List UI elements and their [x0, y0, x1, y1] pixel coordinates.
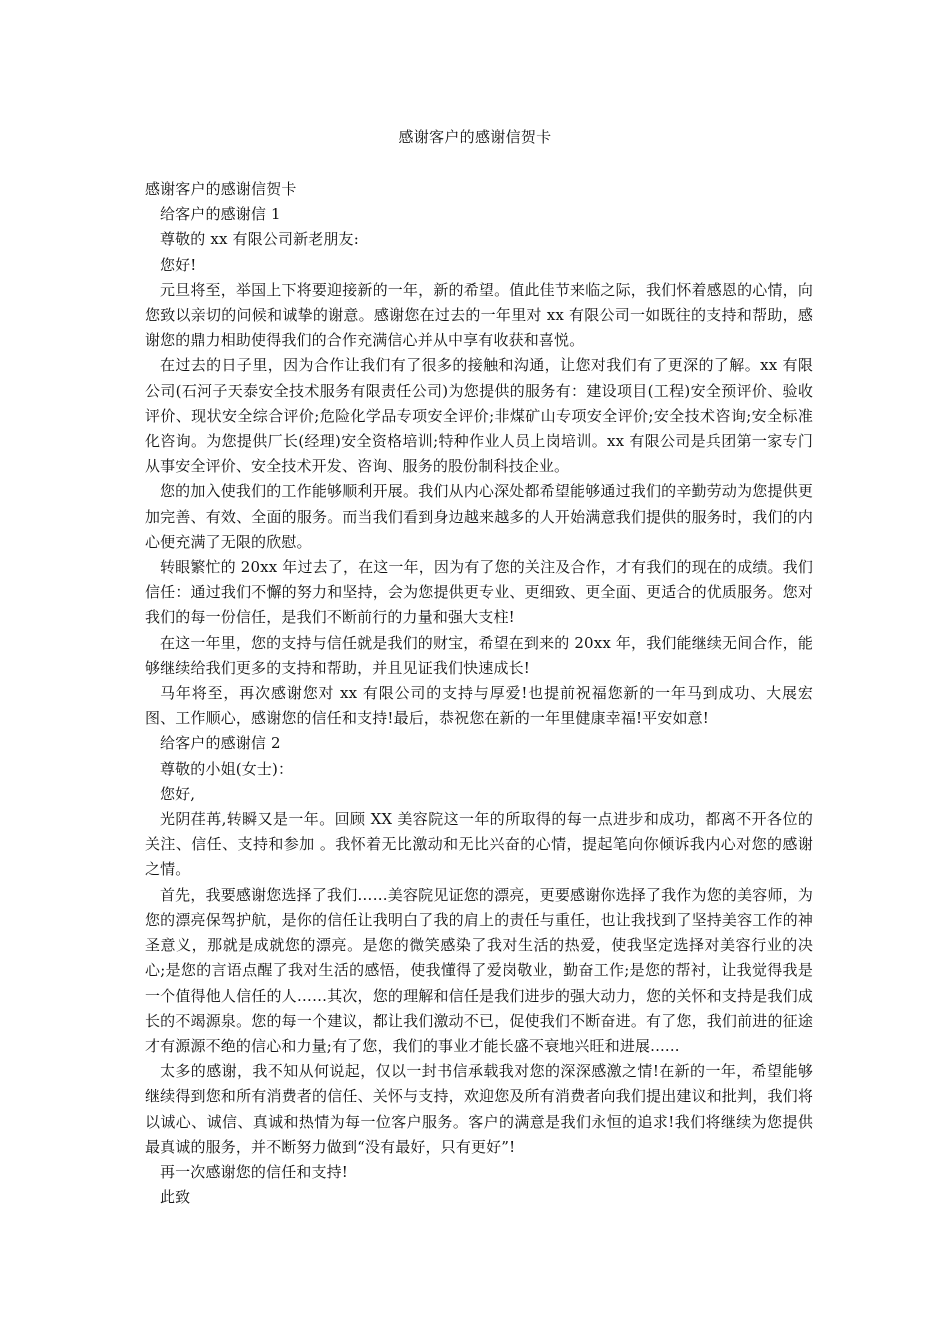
letter-2-greeting: 您好,: [160, 784, 196, 803]
letter-2-paragraph: 太多的感谢，我不知从何说起，仅以一封书信承载我对您的深深感激之情!在新的一年，希望能够继续得到您和所有消费者的信任、关怀与支持，欢迎您及所有消费者向我们提出建议和批判，我们将以诚心、诚信、真诚和热情为每一位客户服务。客户的满意是我们永恒的追求!我们将继续为您提供最真诚的服务，并不断努力做到“没有最好，只有更好”!: [145, 1062, 813, 1156]
letter-2-valediction: 此致: [160, 1188, 191, 1207]
letter-1-paragraph: 您的加入使我们的工作能够顺利开展。我们从内心深处都希望能够通过我们的辛勤劳动为您提供更加完善、有效、全面的服务。而当我们看到身边越来越多的人开始满意我们提供的服务时，我们的内心便充满了无限的欣慰。: [145, 482, 813, 551]
letter-2-heading: 给客户的感谢信 2: [160, 734, 281, 753]
letter-1-paragraph: 在过去的日子里，因为合作让我们有了很多的接触和沟通，让您对我们有了更深的了解。xx 有限公司(石河子天泰安全技术服务有限责任公司)为您提供的服务有：建设项目(工程)安全预评价、验收评价、现状安全综合评价;危险化学品专项安全评价;非煤矿山专项安全评价;安全技术咨询;安全标准化咨询。为您提供厂长(经理)安全资格培训;特种作业人员上岗培训。xx 有限公司是兵团第一家专门从事安全评价、安全技术开发、咨询、服务的股份制科技企业。: [145, 356, 813, 476]
letter-2-paragraph: 光阴荏苒,转瞬又是一年。回顾 XX 美容院这一年的所取得的每一点进步和成功，都离不开各位的关注、信任、支持和参加 。我怀着无比激动和无比兴奋的心情，提起笔向你倾诉我内心对您的感谢之情。: [145, 810, 813, 879]
letter-1-paragraph: 转眼繁忙的 20xx 年过去了，在这一年，因为有了您的关注及合作，才有我们的现在的成绩。我们信任：通过我们不懈的努力和坚持，会为您提供更专业、更细致、更全面、更适合的优质服务。您对我们的每一份信任，是我们不断前行的力量和强大支柱!: [145, 558, 813, 627]
body-heading: 感谢客户的感谢信贺卡: [145, 180, 297, 198]
letter-1-paragraph: 马年将至，再次感谢您对 xx 有限公司的支持与厚爱!也提前祝福您新的一年马到成功、大展宏图、工作顺心，感谢您的信任和支持!最后，恭祝您在新的一年里健康幸福!平安如意!: [145, 684, 813, 728]
letter-1-paragraph: 元旦将至，举国上下将要迎接新的一年，新的希望。值此佳节来临之际，我们怀着感恩的心情，向您致以亲切的问候和诚挚的谢意。感谢您在过去的一年里对 xx 有限公司一如既往的支持和帮助，感谢您的鼎力相助使得我们的合作充满信心并从中享有收获和喜悦。: [145, 280, 813, 350]
document-body: [145, 177, 813, 1210]
letter-1-greeting: 您好!: [160, 255, 197, 274]
letter-2-paragraph: 首先，我要感谢您选择了我们……美容院见证您的漂亮，更要感谢你选择了我作为您的美容师，为您的漂亮保驾护航，是你的信任让我明白了我的肩上的责任与重任，也让我找到了坚持美容工作的神圣意义，那就是成就您的漂亮。是您的微笑感染了我对生活的热爱，使我坚定选择对美容行业的决心;是您的言语点醒了我对生活的感悟，使我懂得了爱岗敬业，勤奋工作;是您的帮衬，让我觉得我是一个值得他人信任的人……其次，您的理解和信任是我们进步的强大动力，您的关怀和支持是我们成长的不竭源泉。您的每一个建议，都让我们激动不已，促使我们不断奋进。有了您，我们前进的征途才有源源不绝的信心和力量;有了您，我们的事业才能长盛不衰地兴旺和进展......: [145, 885, 813, 1055]
letter-2-closing-thanks: 再一次感谢您的信任和支持!: [160, 1162, 348, 1181]
document-title: 感谢客户的感谢信贺卡: [398, 128, 552, 146]
letter-1-salutation: 尊敬的 xx 有限公司新老朋友:: [160, 230, 359, 249]
letter-1-heading: 给客户的感谢信 1: [160, 205, 281, 224]
letter-2-salutation: 尊敬的小姐(女士)：: [160, 759, 294, 778]
letter-1-paragraph: 在这一年里，您的支持与信任就是我们的财宝，希望在到来的 20xx 年，我们能继续无间合作，能够继续给我们更多的支持和帮助，并且见证我们快速成长!: [145, 633, 813, 677]
